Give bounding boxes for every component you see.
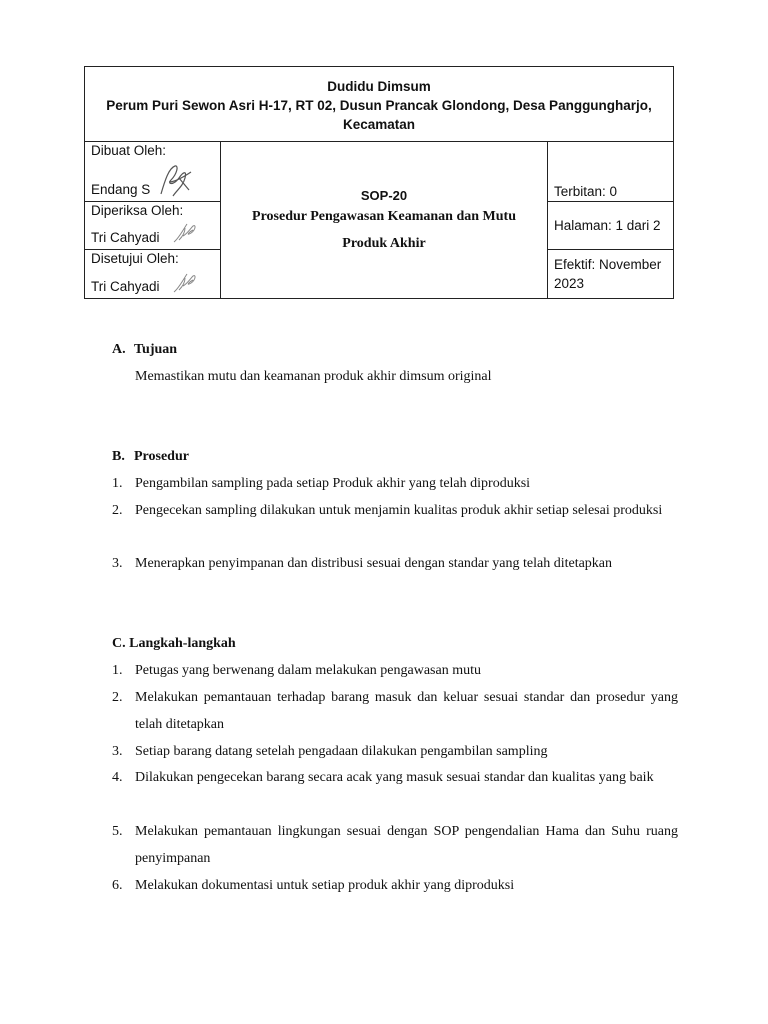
halaman: Halaman: 1 dari 2 bbox=[554, 218, 661, 233]
item-text: Melakukan pemantauan terhadap barang masuk dan keluar sesuai standar dan prosedur yang telah ditetapkan bbox=[135, 690, 678, 732]
item-number: 4. bbox=[112, 770, 123, 785]
item-text: Melakukan dokumentasi untuk setiap produk akhir yang diproduksi bbox=[135, 878, 515, 893]
signature-icon bbox=[155, 160, 195, 200]
sop-title: Prosedur Pengawasan Keamanan dan Mutu Produk Akhir bbox=[252, 208, 516, 251]
company-cell bbox=[85, 67, 674, 142]
section-letter: A. bbox=[112, 342, 126, 357]
role-name: Endang S bbox=[91, 182, 151, 197]
sop-header-table bbox=[84, 66, 674, 299]
item-number: 5. bbox=[112, 824, 123, 839]
role-cell-diperiksa bbox=[85, 202, 221, 250]
sop-title-cell bbox=[221, 142, 548, 299]
section-title: Tujuan bbox=[134, 342, 178, 357]
efektif-cell bbox=[548, 250, 674, 299]
item-number: 3. bbox=[112, 556, 123, 571]
item-text: Pengecekan sampling dilakukan untuk menjamin kualitas produk akhir setiap selesai produksi bbox=[135, 503, 663, 518]
signature-icon bbox=[171, 220, 199, 246]
item-text: Pengambilan sampling pada setiap Produk akhir yang telah diproduksi bbox=[135, 476, 531, 491]
signature-icon bbox=[171, 270, 199, 296]
role-label: Disetujui Oleh: bbox=[91, 251, 179, 266]
role-label: Diperiksa Oleh: bbox=[91, 203, 184, 218]
item-text: Menerapkan penyimpanan dan distribusi sesuai dengan standar yang telah ditetapkan bbox=[135, 556, 613, 571]
company-address: Perum Puri Sewon Asri H-17, RT 02, Dusun Prancak Glondong, Desa Panggungharjo, Kecamatan bbox=[106, 97, 652, 132]
item-number: 1. bbox=[112, 663, 123, 678]
item-number: 1. bbox=[112, 476, 123, 491]
company-name: Dudidu Dimsum bbox=[327, 78, 431, 94]
role-label: Dibuat Oleh: bbox=[91, 143, 167, 158]
list-item bbox=[112, 764, 678, 791]
section-c-heading: C. Langkah-langkah bbox=[112, 636, 236, 651]
section-b-heading bbox=[112, 449, 189, 465]
role-cell-dibuat bbox=[85, 142, 221, 202]
role-name: Tri Cahyadi bbox=[91, 279, 160, 294]
terbitan: Terbitan: 0 bbox=[554, 184, 618, 199]
efektif: Efektif: November 2023 bbox=[554, 257, 662, 291]
sop-code: SOP-20 bbox=[360, 187, 408, 203]
list-item bbox=[112, 818, 678, 872]
role-cell-disetujui bbox=[85, 250, 221, 299]
item-number: 6. bbox=[112, 878, 123, 893]
list-item bbox=[112, 738, 678, 765]
list-item bbox=[112, 657, 678, 684]
item-text: Melakukan pemantauan lingkungan sesuai dengan SOP pengendalian Hama dan Suhu ruang penyimpanan bbox=[135, 824, 678, 866]
item-number: 3. bbox=[112, 744, 123, 759]
item-text: Petugas yang berwenang dalam melakukan pengawasan mutu bbox=[135, 663, 482, 678]
list-item bbox=[112, 550, 678, 577]
list-item bbox=[112, 684, 678, 738]
list-item bbox=[112, 497, 678, 524]
item-number: 2. bbox=[112, 503, 123, 518]
list-item bbox=[112, 872, 678, 899]
item-text: Setiap barang datang setelah pengadaan dilakukan pengambilan sampling bbox=[135, 744, 548, 759]
section-a-text: Memastikan mutu dan keamanan produk akhir dimsum original bbox=[135, 369, 492, 384]
section-letter: B. bbox=[112, 449, 125, 464]
list-item bbox=[112, 470, 678, 497]
terbitan-cell bbox=[548, 142, 674, 202]
section-title: Prosedur bbox=[134, 449, 189, 464]
role-name: Tri Cahyadi bbox=[91, 230, 160, 245]
section-a-heading bbox=[112, 342, 177, 358]
item-number: 2. bbox=[112, 690, 123, 705]
item-text: Dilakukan pengecekan barang secara acak yang masuk sesuai standar dan kualitas yang baik bbox=[135, 770, 654, 785]
halaman-cell bbox=[548, 202, 674, 250]
